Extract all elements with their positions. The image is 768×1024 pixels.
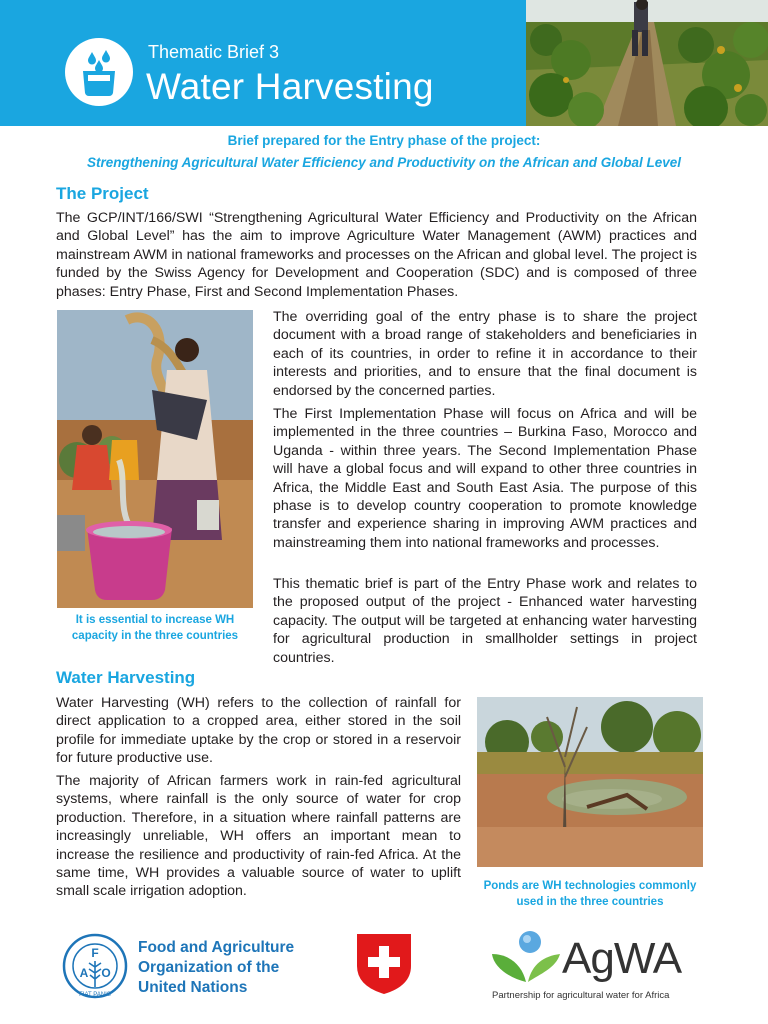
svg-text:FIAT PANIS: FIAT PANIS bbox=[79, 992, 111, 998]
agwa-wordmark: AgWA bbox=[562, 934, 682, 983]
agwa-tagline: Partnership for agricultural water for Africa bbox=[492, 990, 670, 1001]
project-paragraph-thematic-brief: This thematic brief is part of the Entry Phase work and relates to the proposed output of the project - Enhanced water harvesting capacity. The output will be targeted at enhancing water harvesting for agricultural production in smallholder settings in project countries. bbox=[273, 576, 697, 666]
document-title: Water Harvesting bbox=[146, 66, 434, 107]
photo-woman-pouring-water bbox=[57, 310, 253, 608]
project-intro-paragraph: The GCP/INT/166/SWI “Strengthening Agricultural Water Efficiency and Productivity on the African and Global Level” has the aim to improve Agriculture Water Management (AWM) practices and mainstream AWM in national frameworks and processes on the African and global level. The project is funded by the Swiss Agency for Development and Cooperation (SDC) and is composed of three phases: Entry Phase, First and Second Implementation Phases. bbox=[56, 210, 697, 300]
photo-caption-ponds: Ponds are WH technologies commonly used in the three countries bbox=[483, 880, 697, 908]
water-harvesting-rainfed-paragraph: The majority of African farmers work in rain-fed agricultural systems, where rainfall is the only source of water for crop production. Therefore, in a situation where rainfall patterns are increasingly unreliable, WH offers an important mean to increase the resilience and productivity of rain-fed Africa. At the same time, WH provides a valuable source of water to uplift small scale irrigation adoption. bbox=[56, 773, 461, 900]
water-drop-glass-icon bbox=[65, 38, 133, 106]
project-full-title: Strengthening Agricultural Water Efficiency and Productivity on the African and Global Level bbox=[86, 155, 682, 170]
fao-name-line-1: Food and Agriculture bbox=[138, 939, 295, 956]
brief-number: Thematic Brief 3 bbox=[148, 42, 280, 62]
svg-text:F: F bbox=[91, 946, 99, 960]
project-paragraph-entry-phase: The overriding goal of the entry phase is to share the project document with a broad range of stakeholders and beneficiaries in each of its countries, in order to refine it in accordance to their interests and priorities, and to ensure that the final document is endorsed by the concerned parties. bbox=[273, 309, 697, 399]
svg-text:A: A bbox=[79, 966, 89, 980]
fao-logo bbox=[62, 933, 128, 999]
brief-subtitle: Brief prepared for the Entry phase of the project: bbox=[227, 133, 541, 148]
agwa-leaf-drop-icon bbox=[490, 928, 562, 984]
photo-caption-wh-capacity: It is essential to increase WH capacity in the three countries bbox=[71, 614, 239, 642]
header-photo-irrigated-field bbox=[526, 0, 768, 126]
section-heading-the-project: The Project bbox=[56, 184, 149, 203]
photo-water-harvesting-pond bbox=[477, 697, 703, 867]
header-band bbox=[0, 0, 768, 126]
fao-organization-name bbox=[138, 938, 294, 998]
swiss-cross-shield-icon bbox=[355, 932, 413, 996]
fao-name-line-2: Organization of the bbox=[138, 959, 280, 976]
fao-seal-icon bbox=[62, 933, 128, 999]
fao-name-line-3: United Nations bbox=[138, 979, 248, 996]
swiss-shield-logo bbox=[355, 932, 413, 996]
water-harvesting-definition-paragraph: Water Harvesting (WH) refers to the collection of rainfall for direct application to a cropped area, either stored in the soil profile for immediate uptake by the crop or stored in a reservoir for future productive use. bbox=[56, 695, 461, 767]
project-paragraph-implementation-phases: The First Implementation Phase will focus on Africa and will be implemented in the three countries – Burkina Faso, Morocco and Uganda - within three years. The Second Implementation Phase will have a global focus and will expand to other three countries in Africa, the Middle East and South East Asia. The purpose of this phase is to develop country cooperation to promote knowledge transfer and experience sharing in improving AWM practices and mainstreaming them into national frameworks and processes. bbox=[273, 406, 697, 551]
section-heading-water-harvesting: Water Harvesting bbox=[56, 668, 196, 687]
svg-text:O: O bbox=[101, 966, 111, 980]
